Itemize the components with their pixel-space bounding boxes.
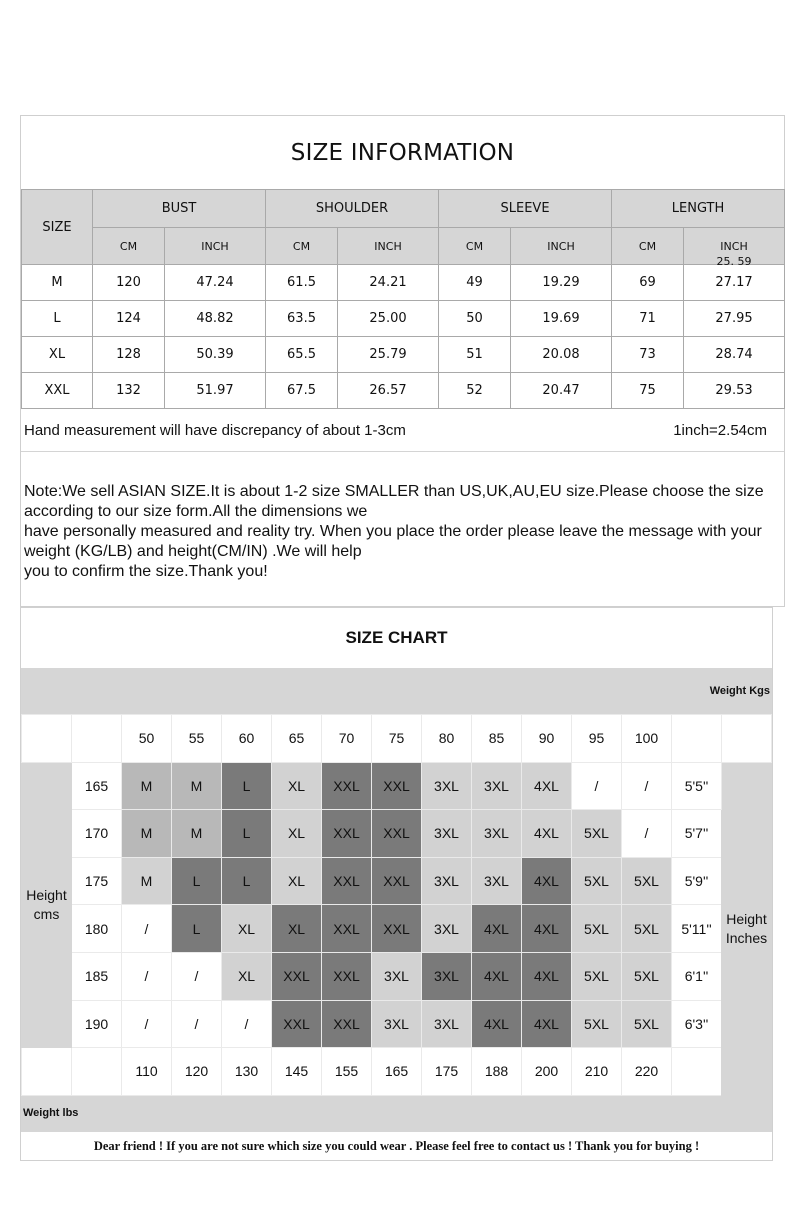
height-inches-label-line: Inches: [725, 929, 768, 946]
weight-kgs-label: Weight Kgs: [709, 685, 770, 697]
height-row: [22, 762, 772, 810]
measurement-cell: 27.17: [684, 265, 785, 301]
unit-header-label: INCH: [720, 239, 748, 253]
measurement-cell: 65.5: [266, 337, 338, 373]
unit-header: INCH: [165, 228, 266, 265]
sleeve-header: SLEEVE: [439, 190, 612, 228]
size-recommendation-cell: 3XL: [422, 762, 472, 810]
weight-kgs-band: [21, 668, 772, 714]
unit-header: CM: [93, 228, 165, 265]
measurement-cell: 50.39: [165, 337, 266, 373]
size-recommendation-cell: 3XL: [372, 952, 422, 1000]
size-recommendation-cell: 5XL: [572, 810, 622, 858]
measurement-cell: 69: [612, 265, 684, 301]
size-recommendation-cell: 5XL: [572, 905, 622, 953]
size-recommendation-cell: XXL: [322, 810, 372, 858]
size-recommendation-cell: 4XL: [522, 762, 572, 810]
measurement-cell: 20.08: [511, 337, 612, 373]
size-recommendation-cell: 5XL: [572, 857, 622, 905]
measurement-cell: 20.47: [511, 373, 612, 409]
size-recommendation-cell: M: [172, 762, 222, 810]
grid-corner: [722, 715, 772, 763]
size-label: XL: [22, 337, 93, 373]
measurement-cell: 48.82: [165, 301, 266, 337]
size-recommendation-cell: /: [122, 905, 172, 953]
weight-lb-value: 130: [222, 1048, 272, 1096]
size-row: [22, 337, 785, 373]
size-recommendation-cell: /: [122, 1000, 172, 1048]
size-row: [22, 373, 785, 409]
height-cm-value: 175: [72, 857, 122, 905]
size-chart-panel: [20, 607, 773, 1161]
bust-header: BUST: [93, 190, 266, 228]
overlapping-value: 25. 59: [716, 255, 752, 268]
weight-lb-value: 210: [572, 1048, 622, 1096]
weight-kg-value: 65: [272, 715, 322, 763]
grid-corner: [72, 715, 122, 763]
shoulder-header: SHOULDER: [266, 190, 439, 228]
height-inches-label-line: Height: [726, 910, 767, 927]
grid-corner: [672, 1048, 722, 1096]
size-recommendation-cell: XXL: [272, 1000, 322, 1048]
measurement-cell: 71: [612, 301, 684, 337]
height-row: [22, 952, 772, 1000]
unit-header: CM: [612, 228, 684, 265]
grid-corner: [22, 715, 72, 763]
size-recommendation-cell: /: [122, 952, 172, 1000]
size-recommendation-cell: XL: [222, 905, 272, 953]
size-recommendation-cell: XXL: [372, 905, 422, 953]
height-row: [22, 857, 772, 905]
height-cm-value: 180: [72, 905, 122, 953]
size-recommendation-cell: M: [122, 810, 172, 858]
measurement-cell: 19.29: [511, 265, 612, 301]
size-recommendation-cell: 4XL: [472, 905, 522, 953]
size-information-title: SIZE INFORMATION: [290, 139, 515, 166]
size-recommendation-cell: XL: [272, 857, 322, 905]
size-chart-title: SIZE CHART: [345, 628, 448, 647]
unit-header: INCH: [511, 228, 612, 265]
size-recommendation-cell: M: [172, 810, 222, 858]
weight-kg-value: 85: [472, 715, 522, 763]
weight-kg-value: 75: [372, 715, 422, 763]
unit-header-with-overlap: [684, 228, 785, 268]
measurement-cell: 51.97: [165, 373, 266, 409]
size-recommendation-cell: 5XL: [572, 952, 622, 1000]
weight-kg-value: 95: [572, 715, 622, 763]
weight-lb-value: 145: [272, 1048, 322, 1096]
note-line: Note:We sell ASIAN SIZE.It is about 1-2 size SMALLER than US,UK,AU,EU size.Please choose the size according to our size form.All the dimensions we: [24, 483, 764, 520]
size-recommendation-cell: 5XL: [622, 1000, 672, 1048]
size-recommendation-cell: 3XL: [472, 762, 522, 810]
size-column-header: SIZE: [22, 190, 93, 265]
weight-lbs-band: [21, 1096, 772, 1132]
weight-kg-value: 70: [322, 715, 372, 763]
size-recommendation-cell: 5XL: [572, 1000, 622, 1048]
size-recommendation-cell: 3XL: [422, 810, 472, 858]
size-rows: [22, 265, 785, 409]
size-recommendation-cell: 4XL: [472, 952, 522, 1000]
height-cms-label: [22, 762, 72, 1048]
contact-footer-message: Dear friend ! If you are not sure which size you could wear . Please feel free to contact us ! Thank you for buying !: [93, 1138, 700, 1153]
size-row: [22, 301, 785, 337]
measurement-cell: 24.21: [338, 265, 439, 301]
height-cm-value: 185: [72, 952, 122, 1000]
measurement-cell: 49: [439, 265, 511, 301]
measurement-cell: 28.74: [684, 337, 785, 373]
height-row: [22, 905, 772, 953]
size-recommendation-cell: XXL: [322, 1000, 372, 1048]
size-recommendation-cell: 3XL: [472, 857, 522, 905]
size-recommendation-cell: 4XL: [522, 952, 572, 1000]
height-cm-value: 165: [72, 762, 122, 810]
note-line: you to confirm the size.Thank you!: [24, 563, 268, 580]
weight-kg-value: 100: [622, 715, 672, 763]
size-recommendation-cell: L: [172, 905, 222, 953]
size-information-panel: [20, 115, 785, 607]
size-recommendation-cell: 4XL: [522, 857, 572, 905]
size-recommendation-cell: L: [172, 857, 222, 905]
height-row: [22, 1000, 772, 1048]
weight-lb-value: 188: [472, 1048, 522, 1096]
measurement-cell: 26.57: [338, 373, 439, 409]
size-recommendation-cell: /: [622, 810, 672, 858]
unit-header: CM: [439, 228, 511, 265]
height-cms-label-line: Height: [26, 886, 67, 903]
grid-corner: [672, 715, 722, 763]
weight-kg-value: 50: [122, 715, 172, 763]
size-recommendation-cell: XXL: [372, 857, 422, 905]
grid-corner: [22, 1048, 72, 1096]
measurement-cell: 27.95: [684, 301, 785, 337]
size-recommendation-cell: XXL: [322, 762, 372, 810]
size-recommendation-cell: XL: [272, 810, 322, 858]
inch-conversion: 1inch=2.54cm: [673, 422, 767, 439]
height-inch-value: 5'7'': [672, 810, 722, 858]
measurement-cell: 25.79: [338, 337, 439, 373]
weight-lbs-row: [22, 1048, 772, 1096]
size-recommendation-cell: L: [222, 810, 272, 858]
size-recommendation-cell: /: [222, 1000, 272, 1048]
weight-lb-value: 220: [622, 1048, 672, 1096]
height-inch-value: 6'3'': [672, 1000, 722, 1048]
height-cms-label-line: cms: [33, 905, 60, 922]
size-recommendation-cell: XL: [272, 762, 322, 810]
size-recommendation-cell: /: [572, 762, 622, 810]
measurement-cell: 63.5: [266, 301, 338, 337]
size-recommendation-cell: 3XL: [422, 1000, 472, 1048]
size-recommendation-cell: 3XL: [472, 810, 522, 858]
size-recommendation-cell: 5XL: [622, 952, 672, 1000]
weight-lbs-label: Weight lbs: [23, 1107, 79, 1119]
height-row: [22, 810, 772, 858]
measurement-cell: 120: [93, 265, 165, 301]
weight-lb-value: 120: [172, 1048, 222, 1096]
height-inch-value: 5'9'': [672, 857, 722, 905]
measurement-cell: 75: [612, 373, 684, 409]
measurement-cell: 25.00: [338, 301, 439, 337]
measurement-cell: 47.24: [165, 265, 266, 301]
measurement-cell: 52: [439, 373, 511, 409]
size-label: XXL: [22, 373, 93, 409]
size-recommendation-cell: 3XL: [372, 1000, 422, 1048]
size-recommendation-cell: 3XL: [422, 857, 472, 905]
weight-kg-value: 55: [172, 715, 222, 763]
size-recommendation-cell: XL: [222, 952, 272, 1000]
weight-kg-value: 60: [222, 715, 272, 763]
height-weight-grid: [21, 714, 772, 1096]
weight-lb-value: 165: [372, 1048, 422, 1096]
measurement-cell: 51: [439, 337, 511, 373]
size-recommendation-cell: XXL: [322, 857, 372, 905]
size-recommendation-cell: 4XL: [472, 1000, 522, 1048]
measurement-note-row: [21, 411, 784, 452]
size-recommendation-cell: 3XL: [422, 905, 472, 953]
weight-lb-value: 155: [322, 1048, 372, 1096]
size-label: L: [22, 301, 93, 337]
size-recommendation-cell: XXL: [372, 762, 422, 810]
size-recommendation-cell: M: [122, 857, 172, 905]
height-cm-value: 190: [72, 1000, 122, 1048]
height-inch-value: 5'11'': [672, 905, 722, 953]
weight-kg-value: 80: [422, 715, 472, 763]
size-recommendation-cell: XXL: [372, 810, 422, 858]
size-recommendation-cell: 4XL: [522, 905, 572, 953]
note-line: have personally measured and reality try. When you place the order please leave the message with your weight (KG/LB) and height(CM/IN) .We will help: [24, 523, 762, 560]
size-recommendation-cell: M: [122, 762, 172, 810]
height-inch-value: 5'5'': [672, 762, 722, 810]
length-header: LENGTH: [612, 190, 785, 228]
grid-body: [22, 715, 772, 1096]
measurement-cell: 128: [93, 337, 165, 373]
size-measurement-table: [21, 189, 785, 409]
size-recommendation-cell: /: [622, 762, 672, 810]
measurement-cell: 19.69: [511, 301, 612, 337]
measurement-cell: 29.53: [684, 373, 785, 409]
size-recommendation-cell: XXL: [322, 952, 372, 1000]
size-recommendation-cell: /: [172, 952, 222, 1000]
size-recommendation-cell: L: [222, 762, 272, 810]
measurement-cell: 50: [439, 301, 511, 337]
size-label: M: [22, 265, 93, 301]
size-recommendation-cell: 4XL: [522, 1000, 572, 1048]
size-recommendation-cell: 3XL: [422, 952, 472, 1000]
size-recommendation-cell: 5XL: [622, 905, 672, 953]
asian-size-note: [24, 482, 784, 582]
measurement-cell: 132: [93, 373, 165, 409]
size-recommendation-cell: L: [222, 857, 272, 905]
unit-header: CM: [266, 228, 338, 265]
weight-lb-value: 110: [122, 1048, 172, 1096]
size-recommendation-cell: 4XL: [522, 810, 572, 858]
weight-kgs-row: [22, 715, 772, 763]
measurement-cell: 61.5: [266, 265, 338, 301]
hand-measurement-note: Hand measurement will have discrepancy of about 1-3cm: [24, 422, 406, 439]
measurement-cell: 124: [93, 301, 165, 337]
unit-header: INCH: [338, 228, 439, 265]
height-inch-value: 6'1'': [672, 952, 722, 1000]
size-recommendation-cell: 5XL: [622, 857, 672, 905]
size-recommendation-cell: XXL: [272, 952, 322, 1000]
height-cm-value: 170: [72, 810, 122, 858]
grid-corner: [72, 1048, 122, 1096]
height-inches-label: [722, 762, 772, 1095]
size-recommendation-cell: /: [172, 1000, 222, 1048]
weight-lb-value: 200: [522, 1048, 572, 1096]
weight-kg-value: 90: [522, 715, 572, 763]
size-recommendation-cell: XL: [272, 905, 322, 953]
measurement-cell: 67.5: [266, 373, 338, 409]
weight-lb-value: 175: [422, 1048, 472, 1096]
measurement-cell: 73: [612, 337, 684, 373]
size-row: [22, 265, 785, 301]
size-recommendation-cell: XXL: [322, 905, 372, 953]
